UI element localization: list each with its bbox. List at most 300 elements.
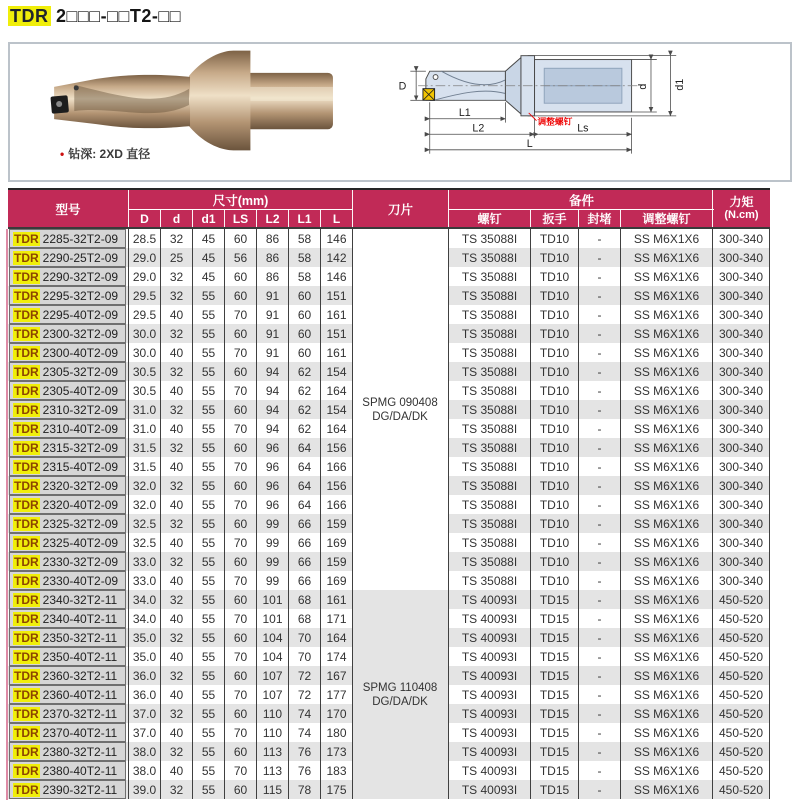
model-prefix-highlight: TDR bbox=[14, 497, 39, 512]
dim-cell-L2: 99 bbox=[256, 571, 288, 590]
dim-cell-d1: 55 bbox=[192, 438, 224, 457]
dim-cell-L2: 107 bbox=[256, 685, 288, 704]
model-label bbox=[9, 229, 126, 248]
col-header-adjust-screw: 调整螺钉 bbox=[620, 210, 712, 227]
model-cell bbox=[8, 761, 128, 780]
dim-cell-L: 161 bbox=[320, 590, 352, 609]
model-prefix-highlight: TDR bbox=[14, 763, 39, 778]
plug-cell: - bbox=[578, 590, 620, 609]
table-row bbox=[8, 495, 770, 514]
screw-cell: TS 40093I bbox=[448, 609, 530, 628]
dim-cell-L1: 60 bbox=[288, 305, 320, 324]
table-row bbox=[8, 267, 770, 286]
dim-cell-L1: 58 bbox=[288, 267, 320, 286]
dim-cell-L1: 62 bbox=[288, 400, 320, 419]
dim-cell-LS: 56 bbox=[224, 248, 256, 267]
wrench-cell: TD10 bbox=[530, 362, 578, 381]
model-cell bbox=[8, 229, 128, 248]
screw-cell: TS 35088I bbox=[448, 514, 530, 533]
model-prefix-highlight: TDR bbox=[14, 421, 39, 436]
torque-cell: 300-340 bbox=[712, 248, 770, 267]
dim-cell-LS: 70 bbox=[224, 685, 256, 704]
dim-cell-d1: 45 bbox=[192, 267, 224, 286]
dim-cell-d1: 55 bbox=[192, 571, 224, 590]
col-header-torque bbox=[712, 190, 770, 227]
model-prefix-highlight: TDR bbox=[14, 687, 39, 702]
dim-cell-L2: 91 bbox=[256, 286, 288, 305]
insert-cell bbox=[352, 685, 448, 704]
model-label bbox=[9, 267, 126, 286]
dim-label-d1: d1 bbox=[674, 78, 687, 91]
col-header-plug: 封堵 bbox=[578, 210, 620, 227]
table-row bbox=[8, 723, 770, 742]
torque-cell: 450-520 bbox=[712, 590, 770, 609]
dim-cell-L: 151 bbox=[320, 324, 352, 343]
col-header-insert: 刀片 bbox=[352, 190, 448, 227]
plug-cell: - bbox=[578, 685, 620, 704]
model-prefix-highlight: TDR bbox=[14, 630, 39, 645]
dim-cell-L2: 107 bbox=[256, 666, 288, 685]
table-row bbox=[8, 780, 770, 799]
wrench-cell: TD15 bbox=[530, 609, 578, 628]
screw-cell: TS 35088I bbox=[448, 248, 530, 267]
model-suffix: 2305-32T2-09 bbox=[42, 364, 119, 379]
dim-cell-d1: 55 bbox=[192, 609, 224, 628]
screw-cell: TS 40093I bbox=[448, 590, 530, 609]
torque-cell: 300-340 bbox=[712, 267, 770, 286]
torque-cell: 450-520 bbox=[712, 761, 770, 780]
col-header-wrench: 扳手 bbox=[530, 210, 578, 227]
torque-cell: 450-520 bbox=[712, 704, 770, 723]
model-suffix: 2310-40T2-09 bbox=[42, 421, 119, 436]
model-cell bbox=[8, 381, 128, 400]
plug-cell: - bbox=[578, 571, 620, 590]
torque-cell: 300-340 bbox=[712, 552, 770, 571]
insert-cell bbox=[352, 628, 448, 647]
title-series-highlight: TDR bbox=[10, 6, 49, 26]
dim-cell-L1: 72 bbox=[288, 666, 320, 685]
torque-cell: 450-520 bbox=[712, 666, 770, 685]
model-label bbox=[9, 742, 126, 761]
insert-name-line: DG/DA/DK bbox=[372, 695, 428, 708]
torque-cell: 300-340 bbox=[712, 514, 770, 533]
wrench-cell: TD10 bbox=[530, 457, 578, 476]
model-suffix: 2325-32T2-09 bbox=[42, 516, 119, 531]
dim-cell-d: 32 bbox=[160, 438, 192, 457]
plug-cell: - bbox=[578, 324, 620, 343]
insert-cell bbox=[352, 647, 448, 666]
torque-cell: 300-340 bbox=[712, 476, 770, 495]
dim-cell-D: 30.0 bbox=[128, 324, 160, 343]
plug-cell: - bbox=[578, 628, 620, 647]
model-suffix: 2380-32T2-11 bbox=[42, 744, 118, 759]
dim-cell-L: 161 bbox=[320, 305, 352, 324]
torque-cell: 450-520 bbox=[712, 723, 770, 742]
dim-cell-L: 142 bbox=[320, 248, 352, 267]
model-label bbox=[9, 647, 126, 666]
dim-cell-d: 40 bbox=[160, 343, 192, 362]
model-cell bbox=[8, 248, 128, 267]
dim-cell-d1: 55 bbox=[192, 419, 224, 438]
insert-cell bbox=[352, 419, 448, 438]
dim-cell-D: 30.5 bbox=[128, 362, 160, 381]
col-header-LS: LS bbox=[224, 210, 256, 227]
dim-cell-L2: 91 bbox=[256, 343, 288, 362]
model-cell bbox=[8, 286, 128, 305]
plug-cell: - bbox=[578, 495, 620, 514]
dim-cell-d1: 55 bbox=[192, 343, 224, 362]
dim-cell-d1: 55 bbox=[192, 286, 224, 305]
model-prefix-highlight: TDR bbox=[14, 459, 39, 474]
table-row bbox=[8, 514, 770, 533]
dimension-diagram bbox=[386, 45, 784, 176]
plug-cell: - bbox=[578, 780, 620, 799]
model-cell bbox=[8, 552, 128, 571]
dim-cell-d: 40 bbox=[160, 457, 192, 476]
model-cell bbox=[8, 666, 128, 685]
wrench-cell: TD10 bbox=[530, 495, 578, 514]
screw-cell: TS 40093I bbox=[448, 742, 530, 761]
model-label bbox=[9, 305, 126, 324]
screw-cell: TS 35088I bbox=[448, 419, 530, 438]
dim-cell-d1: 55 bbox=[192, 704, 224, 723]
insert-cell bbox=[352, 362, 448, 381]
model-suffix: 2340-32T2-11 bbox=[42, 592, 118, 607]
dim-cell-D: 34.0 bbox=[128, 590, 160, 609]
dim-cell-LS: 60 bbox=[224, 628, 256, 647]
dim-cell-d: 32 bbox=[160, 590, 192, 609]
model-suffix: 2370-40T2-11 bbox=[42, 725, 118, 740]
dim-cell-L1: 64 bbox=[288, 495, 320, 514]
dim-cell-D: 29.0 bbox=[128, 267, 160, 286]
table-row bbox=[8, 742, 770, 761]
insert-name-line: SPMG 090408 bbox=[362, 396, 438, 409]
model-cell bbox=[8, 704, 128, 723]
model-suffix: 2330-32T2-09 bbox=[42, 554, 119, 569]
model-suffix: 2290-25T2-09 bbox=[42, 250, 119, 265]
adjust-screw-cell: SS M6X1X6 bbox=[620, 438, 712, 457]
wrench-cell: TD15 bbox=[530, 666, 578, 685]
dim-cell-d: 40 bbox=[160, 495, 192, 514]
dim-cell-d1: 55 bbox=[192, 476, 224, 495]
model-suffix: 2315-40T2-09 bbox=[42, 459, 119, 474]
wrench-cell: TD10 bbox=[530, 514, 578, 533]
insert-cell bbox=[352, 248, 448, 267]
dim-cell-L: 146 bbox=[320, 229, 352, 248]
screw-cell: TS 35088I bbox=[448, 381, 530, 400]
dim-cell-d: 40 bbox=[160, 381, 192, 400]
dim-cell-LS: 70 bbox=[224, 305, 256, 324]
adjust-screw-cell: SS M6X1X6 bbox=[620, 229, 712, 248]
model-cell bbox=[8, 609, 128, 628]
dim-cell-d: 32 bbox=[160, 229, 192, 248]
dim-cell-d: 25 bbox=[160, 248, 192, 267]
dim-cell-L2: 104 bbox=[256, 647, 288, 666]
dim-cell-L: 146 bbox=[320, 267, 352, 286]
wrench-cell: TD10 bbox=[530, 324, 578, 343]
table-row bbox=[8, 381, 770, 400]
dim-cell-D: 31.5 bbox=[128, 438, 160, 457]
dim-cell-d1: 55 bbox=[192, 305, 224, 324]
model-prefix-highlight: TDR bbox=[14, 554, 39, 569]
dim-cell-d: 32 bbox=[160, 267, 192, 286]
model-cell bbox=[8, 514, 128, 533]
dim-cell-LS: 60 bbox=[224, 324, 256, 343]
model-prefix-highlight: TDR bbox=[14, 307, 39, 322]
dim-cell-d: 40 bbox=[160, 647, 192, 666]
dim-cell-LS: 60 bbox=[224, 362, 256, 381]
torque-cell: 450-520 bbox=[712, 609, 770, 628]
dim-cell-LS: 60 bbox=[224, 780, 256, 799]
dim-cell-L: 174 bbox=[320, 647, 352, 666]
dim-cell-L: 164 bbox=[320, 628, 352, 647]
plug-cell: - bbox=[578, 362, 620, 381]
model-label bbox=[9, 324, 126, 343]
dim-cell-d: 32 bbox=[160, 742, 192, 761]
adjust-screw-cell: SS M6X1X6 bbox=[620, 685, 712, 704]
plug-cell: - bbox=[578, 343, 620, 362]
plug-cell: - bbox=[578, 457, 620, 476]
dim-cell-L2: 86 bbox=[256, 229, 288, 248]
plug-cell: - bbox=[578, 647, 620, 666]
dim-cell-L2: 110 bbox=[256, 723, 288, 742]
dim-label-L1: L1 bbox=[458, 106, 471, 119]
insert-cell bbox=[352, 400, 448, 419]
insert-name-line: DG/DA/DK bbox=[372, 410, 428, 423]
adjust-screw-cell: SS M6X1X6 bbox=[620, 457, 712, 476]
dim-cell-L2: 99 bbox=[256, 552, 288, 571]
model-cell bbox=[8, 362, 128, 381]
title-pattern: 2□□□-□□T2-□□ bbox=[50, 6, 182, 26]
dim-cell-L1: 64 bbox=[288, 476, 320, 495]
screw-cell: TS 35088I bbox=[448, 324, 530, 343]
wrench-cell: TD10 bbox=[530, 400, 578, 419]
table-row bbox=[8, 476, 770, 495]
adjust-screw-cell: SS M6X1X6 bbox=[620, 609, 712, 628]
dim-cell-L1: 78 bbox=[288, 780, 320, 799]
dim-cell-LS: 70 bbox=[224, 457, 256, 476]
dim-cell-L2: 94 bbox=[256, 400, 288, 419]
model-label bbox=[9, 552, 126, 571]
wrench-cell: TD15 bbox=[530, 685, 578, 704]
torque-cell: 450-520 bbox=[712, 647, 770, 666]
adjust-screw-cell: SS M6X1X6 bbox=[620, 761, 712, 780]
adjust-screw-cell: SS M6X1X6 bbox=[620, 571, 712, 590]
dim-cell-L2: 96 bbox=[256, 438, 288, 457]
wrench-cell: TD10 bbox=[530, 381, 578, 400]
model-suffix: 2315-32T2-09 bbox=[42, 440, 119, 455]
dim-cell-D: 35.0 bbox=[128, 647, 160, 666]
dim-cell-L2: 101 bbox=[256, 590, 288, 609]
table-row bbox=[8, 305, 770, 324]
insert-cell bbox=[352, 381, 448, 400]
model-label bbox=[9, 476, 126, 495]
model-suffix: 2310-32T2-09 bbox=[42, 402, 119, 417]
model-label bbox=[9, 685, 126, 704]
dim-cell-L2: 94 bbox=[256, 419, 288, 438]
dim-cell-L1: 66 bbox=[288, 514, 320, 533]
insert-cell bbox=[352, 571, 448, 590]
wrench-cell: TD10 bbox=[530, 267, 578, 286]
page-title bbox=[8, 6, 181, 27]
model-prefix-highlight: TDR bbox=[14, 269, 39, 284]
model-label bbox=[9, 362, 126, 381]
dim-cell-L1: 66 bbox=[288, 571, 320, 590]
dim-cell-d1: 55 bbox=[192, 514, 224, 533]
dim-cell-L1: 68 bbox=[288, 590, 320, 609]
dim-cell-L: 170 bbox=[320, 704, 352, 723]
screw-cell: TS 40093I bbox=[448, 685, 530, 704]
wrench-cell: TD10 bbox=[530, 533, 578, 552]
model-prefix-highlight: TDR bbox=[14, 725, 39, 740]
dim-cell-d: 40 bbox=[160, 685, 192, 704]
torque-cell: 300-340 bbox=[712, 343, 770, 362]
plug-cell: - bbox=[578, 267, 620, 286]
dim-cell-L2: 94 bbox=[256, 362, 288, 381]
table-row bbox=[8, 628, 770, 647]
dim-cell-L1: 70 bbox=[288, 647, 320, 666]
dim-cell-D: 32.5 bbox=[128, 514, 160, 533]
dim-cell-L1: 58 bbox=[288, 248, 320, 267]
screw-cell: TS 35088I bbox=[448, 457, 530, 476]
coolant-hole bbox=[74, 85, 79, 90]
model-prefix-highlight: TDR bbox=[14, 535, 39, 550]
table-row bbox=[8, 229, 770, 248]
adjust-screw-cell: SS M6X1X6 bbox=[620, 324, 712, 343]
torque-cell: 450-520 bbox=[712, 628, 770, 647]
model-cell bbox=[8, 476, 128, 495]
model-label bbox=[9, 628, 126, 647]
table-row bbox=[8, 609, 770, 628]
dim-cell-D: 31.5 bbox=[128, 457, 160, 476]
model-prefix-highlight: TDR bbox=[14, 668, 39, 683]
model-suffix: 2325-40T2-09 bbox=[42, 535, 119, 550]
wrench-cell: TD15 bbox=[530, 628, 578, 647]
adjust-screw-cell: SS M6X1X6 bbox=[620, 514, 712, 533]
model-cell bbox=[8, 571, 128, 590]
insert-cell bbox=[352, 723, 448, 742]
dim-cell-d1: 55 bbox=[192, 647, 224, 666]
dim-cell-LS: 60 bbox=[224, 476, 256, 495]
table-row bbox=[8, 457, 770, 476]
wrench-cell: TD10 bbox=[530, 286, 578, 305]
model-label bbox=[9, 780, 126, 799]
model-cell bbox=[8, 742, 128, 761]
dim-cell-L: 159 bbox=[320, 552, 352, 571]
dim-cell-L2: 99 bbox=[256, 533, 288, 552]
dim-cell-L1: 74 bbox=[288, 723, 320, 742]
plug-cell: - bbox=[578, 400, 620, 419]
adjust-screw-cell: SS M6X1X6 bbox=[620, 533, 712, 552]
plug-cell: - bbox=[578, 609, 620, 628]
screw-cell: TS 40093I bbox=[448, 723, 530, 742]
dim-cell-D: 29.5 bbox=[128, 305, 160, 324]
plug-cell: - bbox=[578, 419, 620, 438]
model-suffix: 2305-40T2-09 bbox=[42, 383, 119, 398]
torque-cell: 300-340 bbox=[712, 381, 770, 400]
dim-cell-d: 40 bbox=[160, 571, 192, 590]
model-cell bbox=[8, 438, 128, 457]
dim-cell-d1: 55 bbox=[192, 628, 224, 647]
adjust-screw-cell: SS M6X1X6 bbox=[620, 495, 712, 514]
torque-cell: 300-340 bbox=[712, 305, 770, 324]
model-prefix-highlight: TDR bbox=[14, 516, 39, 531]
drill-depth-note bbox=[60, 145, 150, 162]
insert-cell bbox=[352, 552, 448, 571]
model-cell bbox=[8, 343, 128, 362]
model-suffix: 2360-32T2-11 bbox=[42, 668, 118, 683]
dim-cell-D: 39.0 bbox=[128, 780, 160, 799]
dim-cell-d1: 55 bbox=[192, 761, 224, 780]
model-cell bbox=[8, 647, 128, 666]
model-prefix-highlight: TDR bbox=[14, 706, 39, 721]
model-cell bbox=[8, 590, 128, 609]
model-prefix-highlight: TDR bbox=[14, 231, 39, 246]
table-header bbox=[8, 188, 770, 229]
dim-cell-d1: 55 bbox=[192, 362, 224, 381]
col-header-d: d bbox=[160, 210, 192, 227]
dim-label-D: D bbox=[398, 80, 407, 93]
dim-cell-D: 36.0 bbox=[128, 685, 160, 704]
wrench-cell: TD15 bbox=[530, 723, 578, 742]
torque-cell: 300-340 bbox=[712, 457, 770, 476]
torque-cell: 450-520 bbox=[712, 780, 770, 799]
model-suffix: 2300-40T2-09 bbox=[42, 345, 119, 360]
dim-cell-L1: 64 bbox=[288, 457, 320, 476]
model-label bbox=[9, 400, 126, 419]
dim-cell-LS: 70 bbox=[224, 761, 256, 780]
insert-cell bbox=[352, 343, 448, 362]
adjust-screw-cell: SS M6X1X6 bbox=[620, 286, 712, 305]
torque-cell: 300-340 bbox=[712, 362, 770, 381]
dim-cell-L: 156 bbox=[320, 476, 352, 495]
table-body bbox=[6, 229, 770, 800]
model-label bbox=[9, 438, 126, 457]
insert-cell bbox=[352, 666, 448, 685]
dim-cell-L1: 76 bbox=[288, 761, 320, 780]
table-row bbox=[8, 704, 770, 723]
torque-cell: 450-520 bbox=[712, 742, 770, 761]
dim-cell-LS: 60 bbox=[224, 590, 256, 609]
diagram-insert-icon bbox=[423, 89, 435, 101]
screw-cell: TS 40093I bbox=[448, 780, 530, 799]
torque-cell: 300-340 bbox=[712, 438, 770, 457]
screw-cell: TS 40093I bbox=[448, 628, 530, 647]
dim-cell-L: 166 bbox=[320, 457, 352, 476]
dim-cell-L: 169 bbox=[320, 533, 352, 552]
adjust-screw-cell: SS M6X1X6 bbox=[620, 704, 712, 723]
dim-cell-LS: 60 bbox=[224, 267, 256, 286]
model-label bbox=[9, 571, 126, 590]
dim-cell-d: 32 bbox=[160, 476, 192, 495]
screw-cell: TS 35088I bbox=[448, 533, 530, 552]
dim-cell-L1: 60 bbox=[288, 286, 320, 305]
wrench-cell: TD10 bbox=[530, 476, 578, 495]
model-prefix-highlight: TDR bbox=[14, 649, 39, 664]
dim-cell-L: 156 bbox=[320, 438, 352, 457]
model-suffix: 2290-32T2-09 bbox=[42, 269, 119, 284]
model-cell bbox=[8, 780, 128, 799]
dim-cell-d1: 55 bbox=[192, 742, 224, 761]
screw-cell: TS 35088I bbox=[448, 343, 530, 362]
adjust-screw-cell: SS M6X1X6 bbox=[620, 590, 712, 609]
col-header-L1: L1 bbox=[288, 210, 320, 227]
model-label bbox=[9, 666, 126, 685]
dim-cell-L: 177 bbox=[320, 685, 352, 704]
plug-cell: - bbox=[578, 305, 620, 324]
table-row bbox=[8, 685, 770, 704]
dim-cell-D: 34.0 bbox=[128, 609, 160, 628]
